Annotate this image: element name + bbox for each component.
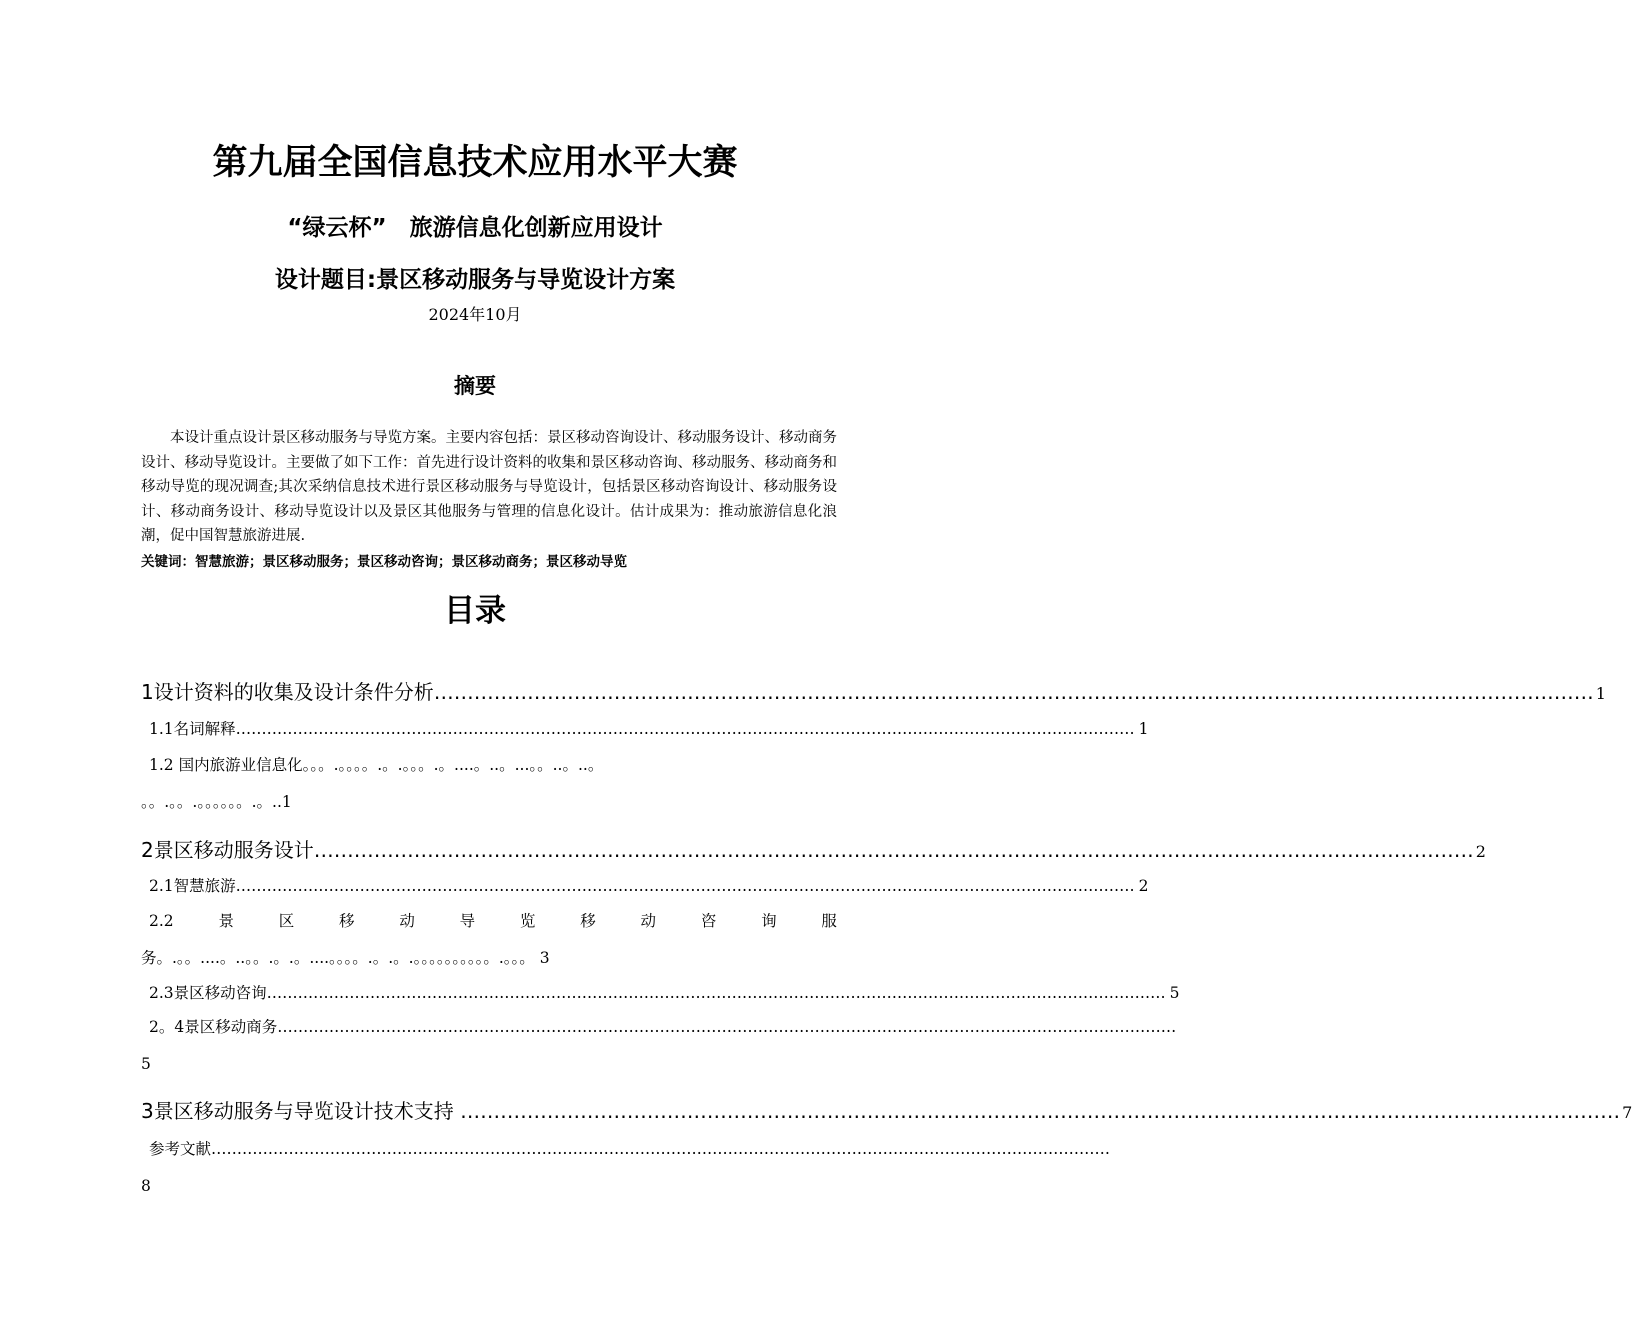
toc-entry-1[interactable] <box>141 677 1606 709</box>
toc-leader: ………………………………………………………………………………………………………………………………………………………… <box>313 838 1474 862</box>
toc-entry-1-2-line-1[interactable]: 1.2 国内旅游业信息化。。。.。。。。.。.。。。.。....。..。...。。..。..。 <box>149 756 604 774</box>
toc-word: 服 <box>821 912 837 930</box>
toc-page-number: 7 <box>1622 1103 1632 1122</box>
toc-entry-label: 1.1名词解释 <box>149 720 236 738</box>
toc-word: 移 <box>339 912 355 930</box>
toc-entry-3[interactable] <box>141 1096 1632 1128</box>
toc-word: 移 <box>580 912 596 930</box>
toc-entry-2-3[interactable] <box>141 980 1180 1006</box>
toc-entry-label: 参考文献 <box>149 1140 212 1158</box>
toc-word: 区 <box>278 912 295 930</box>
toc-entry-label: 1设计资料的收集及设计条件分析 <box>141 680 434 704</box>
toc-leader: ………………………………………………………………………………………………………………………………………………………… <box>235 877 1135 895</box>
toc-leader: ………………………………………………………………………………………………………………………………………………………… <box>235 720 1135 738</box>
document-subtitle: “绿云杯” 旅游信息化创新应用设计 <box>287 215 663 241</box>
toc-word: 动 <box>399 912 415 930</box>
toc-word: 2.2 <box>149 912 174 930</box>
toc-entry-2-2-line-1[interactable] <box>149 908 837 934</box>
toc-page-number: 2 <box>1138 877 1149 895</box>
toc-word: 询 <box>761 912 777 930</box>
toc-word: 咨 <box>700 912 717 930</box>
toc-entry-label: 2。4景区移动商务 <box>149 1018 278 1036</box>
toc-entry-references[interactable] <box>141 1136 1111 1162</box>
toc-page-number: 1 <box>1595 684 1606 703</box>
toc-entry-label: 2.1智慧旅游 <box>149 877 236 895</box>
toc-page-number: 5 <box>141 1055 151 1073</box>
toc-entry-label: 2.3景区移动咨询 <box>149 984 267 1002</box>
toc-entry-label: 2景区移动服务设计 <box>141 838 314 862</box>
document-date: 2024年10月 <box>428 305 522 324</box>
toc-entry-1-1[interactable] <box>141 716 1149 742</box>
toc-page-number: 5 <box>1169 984 1180 1002</box>
toc-word: 动 <box>640 912 657 930</box>
toc-entry-2-2-line-2[interactable]: 务。.。。....。..。。.。.。....。。。。.。.。.。。。。。。。。。。.。。。 3 <box>141 949 550 967</box>
design-topic: 设计题目:景区移动服务与导览设计方案 <box>274 267 676 293</box>
toc-leader: ………………………………………………………………………………………………………………………………………………………… <box>460 1099 1621 1123</box>
toc-heading: 目录 <box>444 593 506 629</box>
toc-page-number: 1 <box>1138 720 1149 738</box>
toc-page-number: 2 <box>1475 842 1486 861</box>
toc-page-number: 8 <box>141 1177 151 1195</box>
toc-entry-2[interactable] <box>141 835 1486 867</box>
toc-entry-2-1[interactable] <box>141 873 1149 899</box>
toc-leader: ………………………………………………………………………………………………………………………………………………………… <box>277 1018 1177 1036</box>
toc-leader: ………………………………………………………………………………………………………………………………………………………… <box>211 1140 1111 1158</box>
toc-entry-2-4[interactable] <box>141 1014 1177 1040</box>
toc-entry-1-2-line-2[interactable]: 。。.。。.。。。。。。.。..1 <box>141 793 292 811</box>
keywords: 关键词：智慧旅游；景区移动服务；景区移动咨询；景区移动商务；景区移动导览 <box>141 554 627 570</box>
toc-word: 导 <box>459 912 476 930</box>
toc-entry-label: 3景区移动服务与导览设计技术支持 <box>141 1099 461 1123</box>
toc-leader: ………………………………………………………………………………………………………………………………………………………… <box>433 680 1594 704</box>
toc-leader: ………………………………………………………………………………………………………………………………………………………… <box>266 984 1166 1002</box>
abstract-text: 本设计重点设计景区移动服务与导览方案。主要内容包括：景区移动咨询设计、移动服务设计、移动商务设计、移动导览设计。主要做了如下工作：首先进行设计资料的收集和景区移动咨询、移动服务、移动商务和移动导览的现况调查;其次采纳信息技术进行景区移动服务与导览设计，包括景区移动咨询设计、移动服务设计、移动商务设计、移动导览设计以及景区其他服务与管理的信息化设计。估计成果为：推动旅游信息化浪潮，促中国智慧旅游进展. <box>141 430 837 544</box>
document-title: 第九届全国信息技术应用水平大赛 <box>212 143 738 183</box>
abstract-heading: 摘要 <box>454 374 496 398</box>
toc-word: 景 <box>218 912 234 930</box>
toc-word: 览 <box>519 912 536 930</box>
